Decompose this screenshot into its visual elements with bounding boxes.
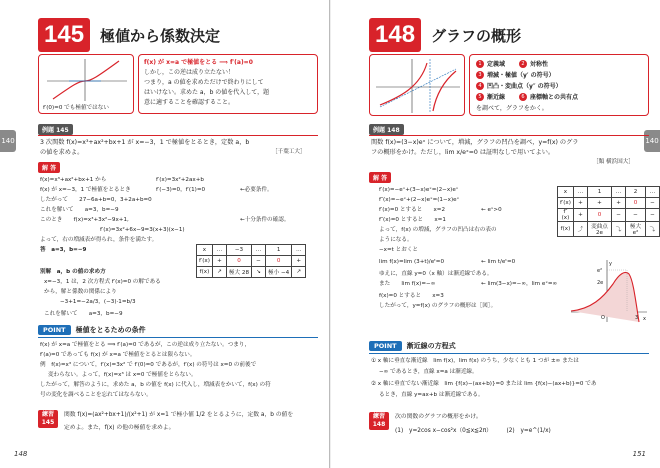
table-cell: f(x) (197, 267, 213, 278)
answer-line-5: このとき f(x)=x³+3x²−9x+1, (40, 217, 129, 223)
table-cell: 0 (626, 198, 646, 209)
r-note-2: ← lim t/eᵗ=0 (481, 259, 516, 265)
table-cell: ↗ (292, 267, 306, 278)
point-line-4: 変わらない。よって，f(x)=x³ は x=0 で極値をとらない。 (48, 372, 197, 378)
point-line-2: f′(a)=0 であっても f(x) が x=a で極値をとるとは限らない。 (40, 352, 196, 358)
circle-number: 3 (476, 71, 484, 79)
cubic-graph-figure (39, 55, 135, 103)
r-point-line-2: −∞ であるとき，直線 x=a は漸近線。 (379, 369, 478, 375)
answer-line-2: f(x) が x=−3，1 で極値をとるとき (40, 187, 131, 193)
table-cell: … (573, 187, 587, 198)
r-point-line-3: ② x 軸に垂直でない漸近線 lim {f(x)−(ax+b)}=0 または lim {f(x)−(ax+b)}=0 であ (371, 381, 597, 387)
answer-line-6: よって，右の増減表が得られ，条件を満たす。 (40, 237, 158, 243)
table-cell: − (645, 198, 659, 209)
intro-line-5: 意に適することを確認すること。 (144, 99, 235, 106)
answer-tag: 解 答 (369, 172, 391, 183)
left-page-number: 148 (14, 450, 28, 458)
list-item: 定義域 (487, 61, 506, 68)
right-header (369, 18, 521, 52)
left-header (38, 18, 220, 52)
aside-title: 別解 a，b の値の求め方 (40, 269, 106, 275)
table-row (197, 245, 306, 256)
table-cell: ⤴ (573, 222, 587, 237)
right-practice (369, 412, 389, 430)
r-practice-line-1: 次の関数のグラフの概形をかけ。 (395, 414, 482, 420)
right-point-header (369, 340, 456, 352)
r-answer-line-8: lim f(x)=lim (3+t)/eᵗ=0 (379, 259, 445, 265)
point-tag: POINT (38, 325, 71, 335)
intro-list-row-3 (476, 81, 562, 90)
example-tag: 例題 148 (369, 124, 404, 135)
table-cell: 変曲点 2e (587, 222, 611, 237)
intro-line-3: つまり，a の値を求めただけで終わりにして (144, 79, 264, 86)
table-cell: … (645, 187, 659, 198)
practice-tag: 練習 145 (38, 410, 58, 428)
r-answer-line-10: また lim f(x)=−∞ (379, 281, 436, 287)
r-answer-line-3: f′(x)=0 とすると x=2 (379, 207, 446, 213)
graph-label-x: x (643, 316, 646, 322)
table-cell: f(x) (558, 222, 574, 237)
table-cell: 極小 −4 (266, 267, 292, 278)
intro-list-row-2 (476, 70, 555, 79)
left-practice (38, 410, 58, 428)
answer-final: 答 a=3，b=−9 (40, 247, 87, 253)
left-example-source: ［千葉工大］ (272, 149, 306, 155)
list-item: 増減・極値（y′ の符号） (487, 72, 555, 79)
right-intro-graph-box (369, 54, 465, 116)
circle-number: 4 (476, 82, 484, 90)
left-intro-graph-box (38, 54, 134, 114)
table-row (558, 209, 660, 222)
left-section-number: 145 (38, 18, 90, 52)
right-page (330, 0, 660, 468)
answer-line-1: f(x)=x³+ax²+bx+1 から (40, 177, 107, 183)
graph-label-e2: e² (597, 268, 603, 274)
table-cell: − (252, 256, 266, 267)
point-line-1: f(x) が x=a で極値をとる ⟹ f′(a)=0 であるが，この逆は成り立たない。つまり， (40, 342, 251, 348)
right-example-line-1: 関数 f(x)=(3−x)eˣ について，増減，グラフの凹凸を調べ，y=f(x) のグラ (371, 139, 579, 146)
graph-label-y: y (609, 261, 612, 267)
graph-label-o: O (601, 315, 605, 321)
aside-line-2: から，解と係数の関係により (44, 289, 117, 295)
table-cell: f′(x) (197, 256, 213, 267)
r-answer-line-11: f(x)=0 とすると x=3 (379, 293, 444, 299)
intro-list-row-1 (476, 59, 548, 68)
right-example-rule (369, 135, 649, 136)
answer-line-4: これを解いて a=3，b=−9 (40, 207, 119, 213)
circle-number: 6 (519, 93, 527, 101)
list-item: 凹凸・変曲点（y″ の符号） (487, 83, 562, 90)
table-cell: − (612, 209, 626, 222)
r-note-1: ← eˣ>0 (481, 207, 502, 213)
right-increase-table (557, 186, 660, 237)
table-row (558, 222, 660, 237)
table-cell: 極大 28 (226, 267, 251, 278)
table-cell: ⤵ (612, 222, 626, 237)
right-intro-text-box (469, 54, 649, 116)
table-row (558, 187, 660, 198)
r-practice-line-2: (1) y=2cos x−cos²x（0≦x≦2π） (2) y=e^(1/x) (395, 428, 551, 434)
table-cell: 0 (587, 209, 611, 222)
table-cell: … (292, 245, 306, 256)
table-cell: f′(x) (558, 198, 574, 209)
r-answer-line-1: f′(x)=−eˣ+(3−x)eˣ=(2−x)eˣ (379, 187, 459, 193)
answer-graph-figure (567, 256, 649, 326)
table-cell: + (212, 256, 226, 267)
table-cell: + (573, 198, 587, 209)
table-cell: 極大 e² (626, 222, 646, 237)
table-cell: − (645, 209, 659, 222)
right-answer-label (369, 172, 391, 183)
point-tag: POINT (369, 341, 402, 351)
right-point-rule (369, 353, 649, 354)
table-cell: −3 (226, 245, 251, 256)
point-line-3: 例 f(x)=x³ について，f′(x)=3x² で f′(0)=0 であるが，f′(x) の符号は x=0 の前後で (40, 362, 257, 368)
table-cell: x (197, 245, 213, 256)
r-answer-line-6: ようになる。 (379, 237, 413, 243)
intro-line-2: しかし，この逆は成り立たない！ (144, 69, 235, 76)
circle-number: 1 (476, 60, 484, 68)
left-intro-text-box (138, 54, 318, 114)
left-point-rule (38, 337, 318, 338)
table-row (197, 256, 306, 267)
table-cell: ↗ (212, 267, 226, 278)
point-line-5: したがって，解答のように，求めた a，b の値を f(x) に代入し，増減表をかいて，f(x) の符 (40, 382, 271, 388)
practice-tag: 練習 148 (369, 412, 389, 430)
r-answer-line-5: よって，f(x) の増減，グラフの凹凸は右の表の (379, 227, 497, 233)
answer-tag: 解 答 (38, 162, 60, 173)
asymptote-graph-figure (370, 55, 466, 115)
circle-number: 5 (476, 93, 484, 101)
left-answer-label (38, 162, 60, 173)
list-item: 座標軸との共有点 (530, 94, 579, 101)
graph-caption: f′(0)=0 でも極値ではない (43, 105, 109, 111)
table-cell: 1 (266, 245, 292, 256)
left-thumb-index: 140 (0, 130, 16, 152)
list-item: 対称性 (530, 61, 549, 68)
intro-line-1: f(x) が x=a で極値をとる ⟹ f′(a)=0 (144, 59, 253, 66)
left-example-line-2: の値を求めよ。 (40, 149, 84, 156)
table-cell: 2 (626, 187, 646, 198)
table-cell: f″(x) (558, 209, 574, 222)
intro-line-4: はいけない。求めた a，b の値を代入して，題 (144, 89, 270, 96)
table-row (197, 267, 306, 278)
r-point-line-4: るとき，直線 y=ax+b は漸近線である。 (379, 392, 484, 398)
aside-line-3: −3+1=−2a/3，(−3)·1=b/3 (60, 299, 136, 305)
table-cell: + (587, 198, 611, 209)
practice-line-2: 定めよ。また，f(x) の他の極値を求めよ。 (64, 425, 175, 431)
r-answer-line-9: ゆえに，直線 y=0（x 軸）は漸近線である。 (379, 271, 493, 277)
table-cell: − (626, 209, 646, 222)
table-row (558, 198, 660, 209)
right-section-title: グラフの概形 (431, 26, 522, 45)
r-point-line-1: ① x 軸に垂直な漸近線 lim f(x)，lim f(x) のうち，少なくとも 1 つが ±∞ または (371, 358, 579, 364)
list-item: 漸近線 (487, 94, 506, 101)
table-cell: 0 (226, 256, 251, 267)
point-title: 極値をとるための条件 (75, 326, 146, 334)
table-cell: 1 (587, 187, 611, 198)
r-answer-line-4: f″(x)=0 とすると x=1 (379, 217, 446, 223)
left-example-line-1: 3 次関数 f(x)=x³+ax²+bx+1 が x=−3，1 で極値をとるとき，定数 a，b (40, 139, 250, 146)
example-tag: 例題 145 (38, 124, 73, 135)
table-cell: x (558, 187, 574, 198)
answer-side-3: f′(x)=3x²+6x−9=3(x+3)(x−1) (100, 227, 185, 233)
right-example-label (369, 124, 404, 135)
intro-list-row-4 (476, 92, 578, 101)
note-necessary: ←必要条件。 (240, 187, 273, 193)
left-increase-table (196, 244, 306, 278)
note-sufficient: ←十分条件の確認。 (240, 217, 290, 223)
r-answer-line-12: したがって，y=f(x) のグラフの概形は［図］。 (379, 303, 497, 309)
table-cell: ↘ (252, 267, 266, 278)
table-cell: + (573, 209, 587, 222)
graph-label-2e: 2e (597, 280, 604, 286)
left-example-rule (38, 135, 318, 136)
practice-line-1: 関数 f(x)=(ax²+bx+1)/(x²+1) が x=1 で極小値 1/2 をとるように，定数 a，b の値を (64, 412, 294, 418)
intro-end: を調べて，グラフをかく。 (476, 105, 548, 112)
r-answer-line-7: −x=t とおくと (379, 247, 419, 253)
point-title: 漸近線の方程式 (406, 342, 456, 350)
table-cell: … (612, 187, 626, 198)
right-example-source: ［類 横浜国大］ (593, 159, 634, 165)
left-example-label (38, 124, 73, 135)
right-example-line-2: フの概形をかけ。ただし，lim x/eˣ=0 は証明なしで用いてよい。 (371, 149, 555, 156)
left-point-header (38, 324, 146, 336)
r-note-3: ← lim(3−x)=−∞，lim eˣ=∞ (481, 281, 558, 287)
aside-line-1: x=−3，1 は，2 次方程式 f′(x)=0 の解である (44, 279, 161, 285)
right-thumb-index: 140 (644, 130, 660, 152)
left-section-title: 極値から係数決定 (100, 26, 221, 45)
table-cell: 0 (266, 256, 292, 267)
answer-side-2: f′(−3)=0，f′(1)=0 (156, 187, 206, 193)
table-cell: + (612, 198, 626, 209)
point-line-6: 号の変化を調べることを忘れてはならない。 (40, 392, 152, 398)
right-section-number: 148 (369, 18, 421, 52)
table-cell: + (292, 256, 306, 267)
graph-label-3: 3 (635, 315, 639, 321)
table-cell: … (212, 245, 226, 256)
answer-side-1: f′(x)=3x²+2ax+b (156, 177, 204, 183)
answer-line-3: したがって 27−6a+b=0，3+2a+b=0 (40, 197, 152, 203)
table-cell: ⤵ (645, 222, 659, 237)
aside-line-4: これを解いて a=3，b=−9 (44, 311, 123, 317)
r-answer-line-2: f″(x)=−eˣ+(2−x)eˣ=(1−x)eˣ (379, 197, 460, 203)
table-cell: … (252, 245, 266, 256)
right-page-number: 151 (632, 450, 646, 458)
circle-number: 2 (519, 60, 527, 68)
